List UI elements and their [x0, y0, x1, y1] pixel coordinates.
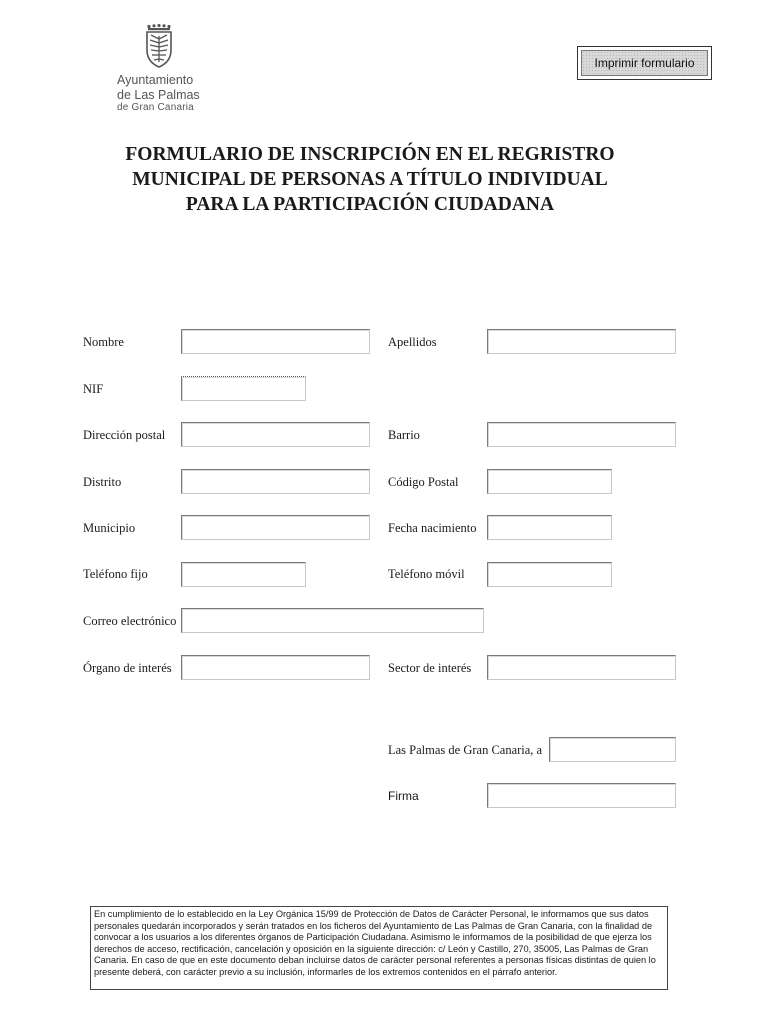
direccion-label: Dirección postal — [83, 428, 166, 442]
organo-input[interactable] — [181, 655, 370, 680]
place-date-label: Las Palmas de Gran Canaria, a — [388, 743, 543, 757]
correo-input[interactable] — [181, 608, 484, 633]
print-form-button[interactable] — [577, 46, 712, 80]
nif-input[interactable] — [181, 376, 306, 401]
municipio-label: Municipio — [83, 521, 136, 535]
distrito-input[interactable] — [181, 469, 370, 494]
palm-crest-icon — [140, 24, 178, 68]
barrio-input[interactable] — [487, 422, 676, 447]
telefono-fijo-input[interactable] — [181, 562, 306, 587]
apellidos-label: Apellidos — [388, 335, 437, 349]
telefono-fijo-label: Teléfono fijo — [83, 567, 148, 581]
direccion-input[interactable] — [181, 422, 370, 447]
firma-label: Firma — [388, 789, 419, 803]
municipio-input[interactable] — [181, 515, 370, 540]
fecha-nacimiento-label: Fecha nacimiento — [388, 521, 477, 535]
correo-label: Correo electrónico — [83, 614, 177, 628]
logo-line-2: de Las Palmas — [117, 87, 200, 102]
firma-input[interactable] — [487, 783, 676, 808]
print-form-button-label: Imprimir formulario — [581, 50, 708, 76]
barrio-label: Barrio — [388, 428, 420, 442]
codigo-postal-label: Código Postal — [388, 475, 459, 489]
nombre-label: Nombre — [83, 335, 124, 349]
nombre-input[interactable] — [181, 329, 370, 354]
telefono-movil-input[interactable] — [487, 562, 612, 587]
form-title — [85, 142, 655, 217]
municipal-logo — [112, 24, 232, 116]
sector-label: Sector de interés — [388, 661, 472, 675]
distrito-label: Distrito — [83, 475, 122, 489]
form-title-line-3: PARA LA PARTICIPACIÓN CIUDADANA — [185, 194, 555, 215]
form-title-line-1: FORMULARIO DE INSCRIPCIÓN EN EL REGRISTRO — [125, 144, 615, 165]
logo-line-1: Ayuntamiento — [117, 73, 194, 87]
form-title-line-2: MUNICIPAL DE PERSONAS A TÍTULO INDIVIDUAL — [132, 169, 608, 190]
date-input[interactable] — [549, 737, 676, 762]
nif-label: NIF — [83, 382, 104, 396]
organo-label: Órgano de interés — [83, 661, 172, 675]
data-protection-notice: En cumplimiento de lo establecido en la Ley Orgánica 15/99 de Protección de Datos de Carácter Personal, le informamos que sus datos personales quedarán incorporados y serán tratados en los ficheros del Ayuntamiento de Las Palmas de Gran Canaria, con la finalidad de convocar a los usuarios a los diferentes órganos de Participación Ciudadana. Asimismo le informamos de la posibilidad de que ejerza los derechos de acceso, rectificación, cancelación y oposición en la siguiente dirección: c/ León y Castillo, 270, 35005, Las Palmas de Gran Canaria. En caso de que en este documento deban incluirse datos de carácter personal referentes a personas físicas distintas de quien lo presente deberá, con carácter previo a su inclusión, informarles de los extremos contenidos en el párrafo anterior. — [90, 906, 668, 990]
fecha-nacimiento-input[interactable] — [487, 515, 612, 540]
codigo-postal-input[interactable] — [487, 469, 612, 494]
apellidos-input[interactable] — [487, 329, 676, 354]
logo-line-3: de Gran Canaria — [117, 102, 194, 113]
logo-text — [117, 74, 200, 113]
telefono-movil-label: Teléfono móvil — [388, 567, 465, 581]
sector-input[interactable] — [487, 655, 676, 680]
